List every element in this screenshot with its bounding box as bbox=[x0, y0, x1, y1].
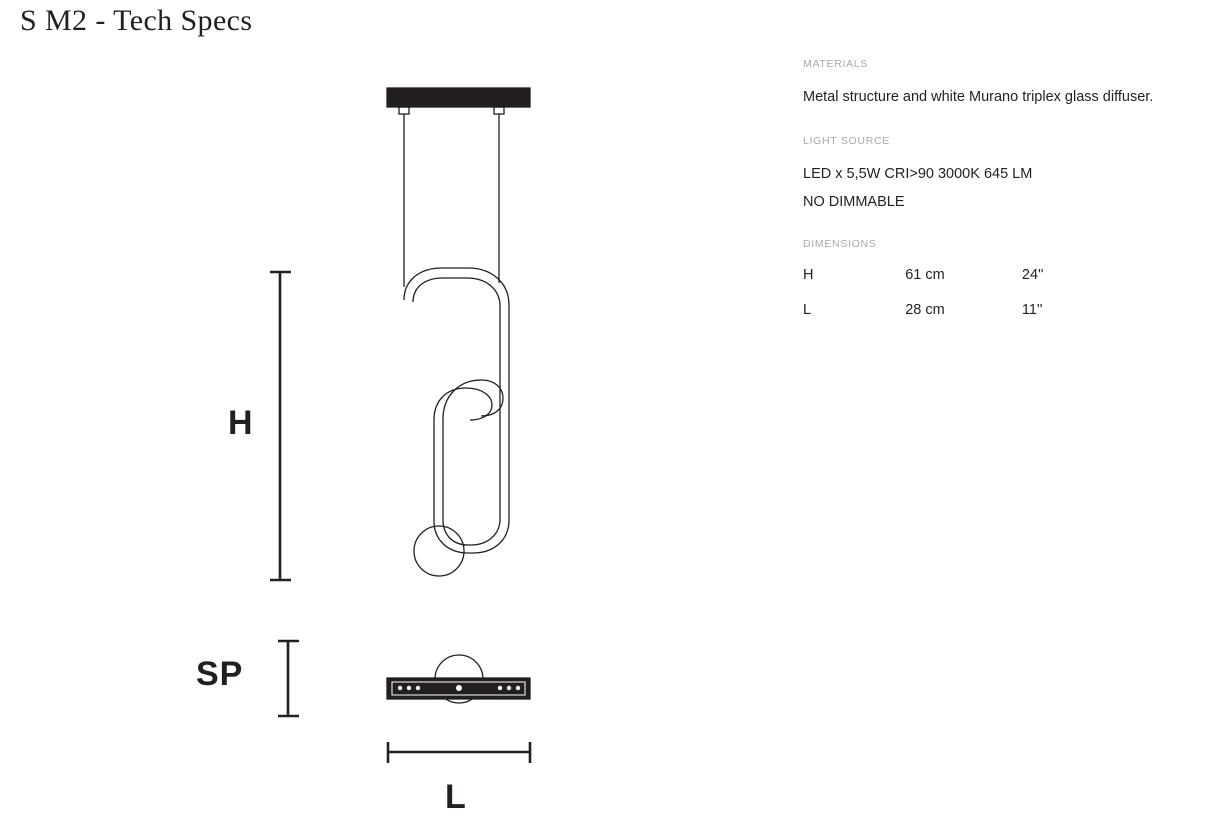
dimensions-heading: DIMENSIONS bbox=[803, 237, 877, 250]
page-title: S M2 - Tech Specs bbox=[20, 4, 253, 37]
pendant-lamp-elevation-drawing bbox=[387, 88, 530, 576]
light-source-heading: LIGHT SOURCE bbox=[803, 134, 890, 147]
spacing-dimension-line bbox=[278, 641, 299, 716]
table-row bbox=[803, 267, 1133, 302]
length-label: L bbox=[445, 778, 466, 816]
dimension-label: H bbox=[803, 266, 814, 283]
light-source-text-2: NO DIMMABLE bbox=[803, 194, 905, 211]
specifications-panel bbox=[803, 58, 1193, 356]
spacing-label: SP bbox=[196, 655, 244, 693]
light-source-text-1: LED x 5,5W CRI>90 3000K 645 LM bbox=[803, 165, 1033, 182]
dimension-label: L bbox=[803, 301, 812, 318]
dimensions-table bbox=[803, 267, 1133, 337]
materials-text: Metal structure and white Murano triplex glass diffuser. bbox=[803, 89, 1154, 105]
height-dimension-line bbox=[270, 272, 291, 580]
length-dimension-line bbox=[388, 742, 530, 763]
dimension-metric: 28 cm bbox=[905, 301, 945, 318]
dimension-imperial: 11'' bbox=[1021, 301, 1043, 318]
table-row bbox=[803, 302, 1133, 337]
materials-block bbox=[803, 58, 1193, 108]
pendant-lamp-canopy-plan-drawing bbox=[387, 655, 530, 703]
dimension-metric: 61 cm bbox=[905, 266, 945, 283]
height-label: H bbox=[228, 404, 254, 442]
materials-heading: MATERIALS bbox=[803, 58, 869, 70]
dimension-imperial: 24'' bbox=[1021, 266, 1044, 283]
light-source-block bbox=[803, 135, 1193, 213]
dimensions-block bbox=[803, 238, 1193, 337]
